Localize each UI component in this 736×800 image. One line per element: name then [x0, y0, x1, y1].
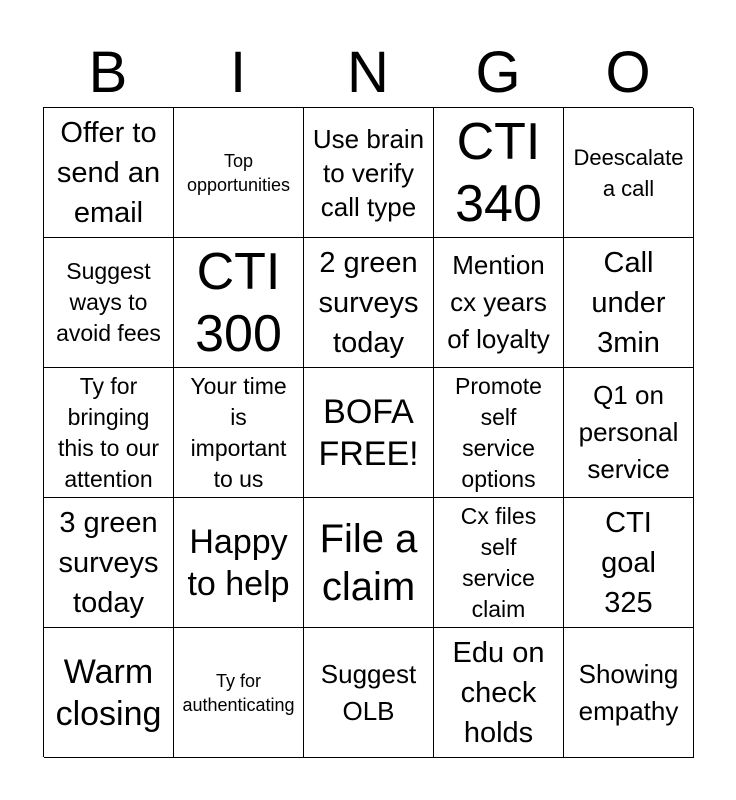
bingo-cell[interactable]	[564, 238, 694, 368]
bingo-cell[interactable]	[44, 498, 174, 628]
free-space[interactable]	[304, 368, 434, 498]
cell-text: CTI 300	[195, 242, 282, 363]
bingo-cell[interactable]	[434, 368, 564, 498]
bingo-cell[interactable]	[304, 628, 434, 758]
cell-text: BOFA FREE!	[318, 392, 419, 473]
bingo-cell[interactable]	[44, 238, 174, 368]
cell-text: CTI goal 325	[601, 506, 656, 619]
bingo-header	[43, 40, 693, 106]
cell-text: Suggest ways to avoid fees	[56, 258, 161, 346]
cell-text: Call under 3min	[591, 246, 666, 359]
header-letter-i: I	[229, 40, 247, 105]
cell-text: Promote self service options	[455, 372, 542, 492]
cell-text: Happy to help	[187, 522, 290, 603]
header-letter-o: O	[605, 40, 651, 105]
cell-text: Warm closing	[55, 652, 162, 733]
bingo-cell[interactable]	[304, 108, 434, 238]
cell-text: CTI 340	[455, 112, 542, 233]
header-letter-b: B	[88, 40, 128, 105]
cell-text: File a claim	[319, 516, 418, 609]
bingo-cell[interactable]	[564, 368, 694, 498]
header-letter-n: N	[347, 40, 389, 105]
bingo-cell[interactable]	[434, 498, 564, 628]
bingo-cell[interactable]	[304, 238, 434, 368]
bingo-cell[interactable]	[44, 108, 174, 238]
cell-text: Edu on check holds	[452, 636, 545, 749]
cell-text: Top opportunities	[186, 150, 291, 195]
bingo-board	[43, 107, 693, 757]
bingo-cell[interactable]	[44, 628, 174, 758]
bingo-cell[interactable]	[564, 628, 694, 758]
bingo-cell[interactable]	[174, 108, 304, 238]
bingo-cell[interactable]	[564, 108, 694, 238]
cell-text: Q1 on personal service	[578, 380, 679, 484]
cell-text: Deescalate a call	[573, 144, 684, 201]
cell-text: 3 green surveys today	[58, 506, 159, 619]
cell-text: Suggest OLB	[320, 658, 417, 726]
bingo-cell[interactable]	[174, 498, 304, 628]
bingo-cell[interactable]	[434, 238, 564, 368]
cell-text: Ty for authenticating	[182, 670, 295, 715]
bingo-cell[interactable]	[174, 628, 304, 758]
cell-text: 2 green surveys today	[318, 246, 419, 359]
cell-text: Mention cx years of loyalty	[447, 250, 550, 354]
bingo-cell[interactable]	[434, 108, 564, 238]
bingo-cell[interactable]	[304, 498, 434, 628]
cell-text: Use brain to verify call type	[312, 123, 425, 222]
bingo-cell[interactable]	[44, 368, 174, 498]
header-letter-g: G	[475, 40, 521, 105]
cell-text: Showing empathy	[578, 658, 679, 726]
cell-text: Your time is important to us	[190, 372, 287, 492]
bingo-cell[interactable]	[564, 498, 694, 628]
bingo-cell[interactable]	[174, 368, 304, 498]
bingo-cell[interactable]	[174, 238, 304, 368]
cell-text: Offer to send an email	[56, 116, 161, 229]
cell-text: Cx files self service claim	[460, 502, 537, 622]
bingo-cell[interactable]	[434, 628, 564, 758]
cell-text: Ty for bringing this to our attention	[58, 372, 159, 492]
